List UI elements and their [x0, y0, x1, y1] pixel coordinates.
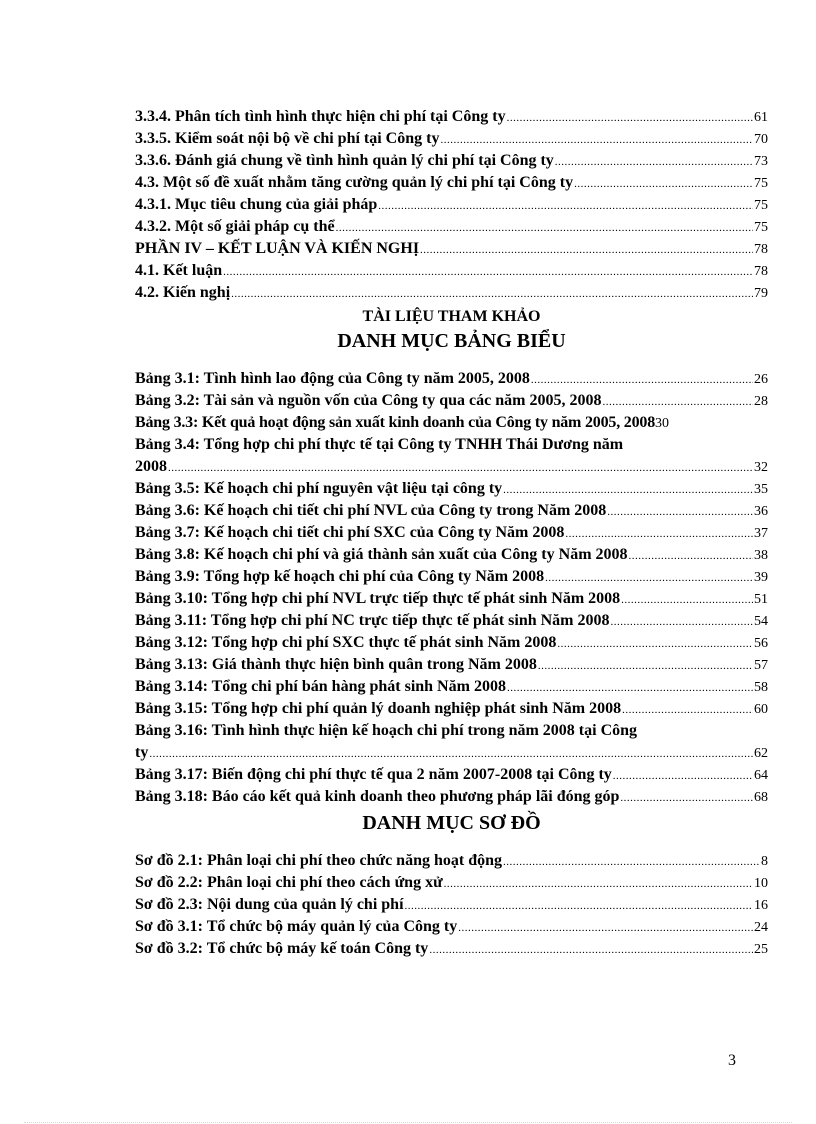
table-entry: Bảng 3.7: Kế hoạch chi tiết chi phí SXC của Công ty Năm 2008 ..... 37 — [135, 522, 768, 544]
toc-entry: 4.1. Kết luận ..... 78 — [135, 260, 768, 282]
toc-entry: 3.3.4. Phân tích tình hình thực hiện chi phí tại Công ty ..... 61 — [135, 106, 768, 128]
table-entry: Bảng 3.15: Tổng hợp chi phí quản lý doanh nghiệp phát sinh Năm 2008 ..... 60 — [135, 698, 768, 720]
toc-entry: 4.3. Một số đề xuất nhằm tăng cường quản lý chi phí tại Công ty ..... 75 — [135, 172, 768, 194]
table-entry: Bảng 3.13: Giá thành thực hiện bình quân trong Năm 2008 ..... 57 — [135, 654, 768, 676]
table-entry: Bảng 3.3: Kết quả hoạt động sản xuất kinh doanh của Công ty năm 2005, 2008 30 — [135, 414, 669, 431]
table-entry-continuation: 2008 ..... 32 — [135, 456, 768, 478]
table-entry: Bảng 3.4: Tổng hợp chi phí thực tế tại Công ty TNHH Thái Dương năm — [135, 436, 624, 453]
toc-entry: 3.3.6. Đánh giá chung về tình hình quản lý chi phí tại Công ty ..... 73 — [135, 150, 768, 172]
table-entry: Bảng 3.9: Tổng hợp kế hoạch chi phí của Công ty Năm 2008 ..... 39 — [135, 566, 768, 588]
toc-entry: 4.2. Kiến nghị ..... 79 — [135, 282, 768, 304]
table-of-contents — [135, 106, 768, 960]
table-entry: Bảng 3.5: Kế hoạch chi phí nguyên vật liệu tại công ty ..... 35 — [135, 478, 768, 500]
table-entry: Bảng 3.14: Tổng chi phí bán hàng phát sinh Năm 2008 ..... 58 — [135, 676, 768, 698]
table-entry: Bảng 3.18: Báo cáo kết quả kinh doanh theo phương pháp lãi đóng góp ..... 68 — [135, 786, 768, 808]
tables-heading: DANH MỤC BẢNG BIỂU — [337, 330, 566, 352]
references-heading: TÀI LIỆU THAM KHẢO — [362, 308, 541, 325]
table-entry: Bảng 3.1: Tình hình lao động của Công ty năm 2005, 2008 ..... 26 — [135, 368, 768, 390]
diagram-entry: Sơ đồ 3.1: Tổ chức bộ máy quản lý của Công ty ..... 24 — [135, 916, 768, 938]
diagram-entry: Sơ đồ 3.2: Tổ chức bộ máy kế toán Công ty ..... 25 — [135, 938, 768, 960]
toc-entry: 4.3.1. Mục tiêu chung của giải pháp ..... 75 — [135, 194, 768, 216]
table-entry: Bảng 3.8: Kế hoạch chi phí và giá thành sản xuất của Công ty Năm 2008 ..... 38 — [135, 544, 768, 566]
diagram-entry: Sơ đồ 2.2: Phân loại chi phí theo cách ứng xử ..... 10 — [135, 872, 768, 894]
toc-entry: 3.3.5. Kiểm soát nội bộ về chi phí tại Công ty ..... 70 — [135, 128, 768, 150]
diagram-entry: Sơ đồ 2.1: Phân loại chi phí theo chức năng hoạt động ..... 8 — [135, 850, 768, 872]
toc-entry: PHẦN IV – KẾT LUẬN VÀ KIẾN NGHỊ ..... 78 — [135, 238, 768, 260]
table-entry: Bảng 3.10: Tổng hợp chi phí NVL trực tiếp thực tế phát sinh Năm 2008 ..... 51 — [135, 588, 768, 610]
table-entry: Bảng 3.17: Biến động chi phí thực tế qua 2 năm 2007-2008 tại Công ty ..... 64 — [135, 764, 768, 786]
table-entry: Bảng 3.6: Kế hoạch chi tiết chi phí NVL của Công ty trong Năm 2008 ..... 36 — [135, 500, 768, 522]
table-entry: Bảng 3.16: Tình hình thực hiện kế hoạch chi phí trong năm 2008 tại Công — [135, 722, 638, 739]
table-entry-continuation: ty ..... 62 — [135, 742, 768, 764]
table-entry: Bảng 3.2: Tài sản và nguồn vốn của Công ty qua các năm 2005, 2008 ..... 28 — [135, 390, 768, 412]
page-number: 3 — [728, 1052, 736, 1069]
toc-entry: 4.3.2. Một số giải pháp cụ thể ..... 75 — [135, 216, 768, 238]
table-entry: Bảng 3.11: Tổng hợp chi phí NC trực tiếp thực tế phát sinh Năm 2008 ..... 54 — [135, 610, 768, 632]
diagrams-heading: DANH MỤC SƠ ĐỒ — [362, 812, 541, 834]
table-entry: Bảng 3.12: Tổng hợp chi phí SXC thực tế phát sinh Năm 2008 ..... 56 — [135, 632, 768, 654]
diagram-entry: Sơ đồ 2.3: Nội dung của quản lý chi phí ..... 16 — [135, 894, 768, 916]
